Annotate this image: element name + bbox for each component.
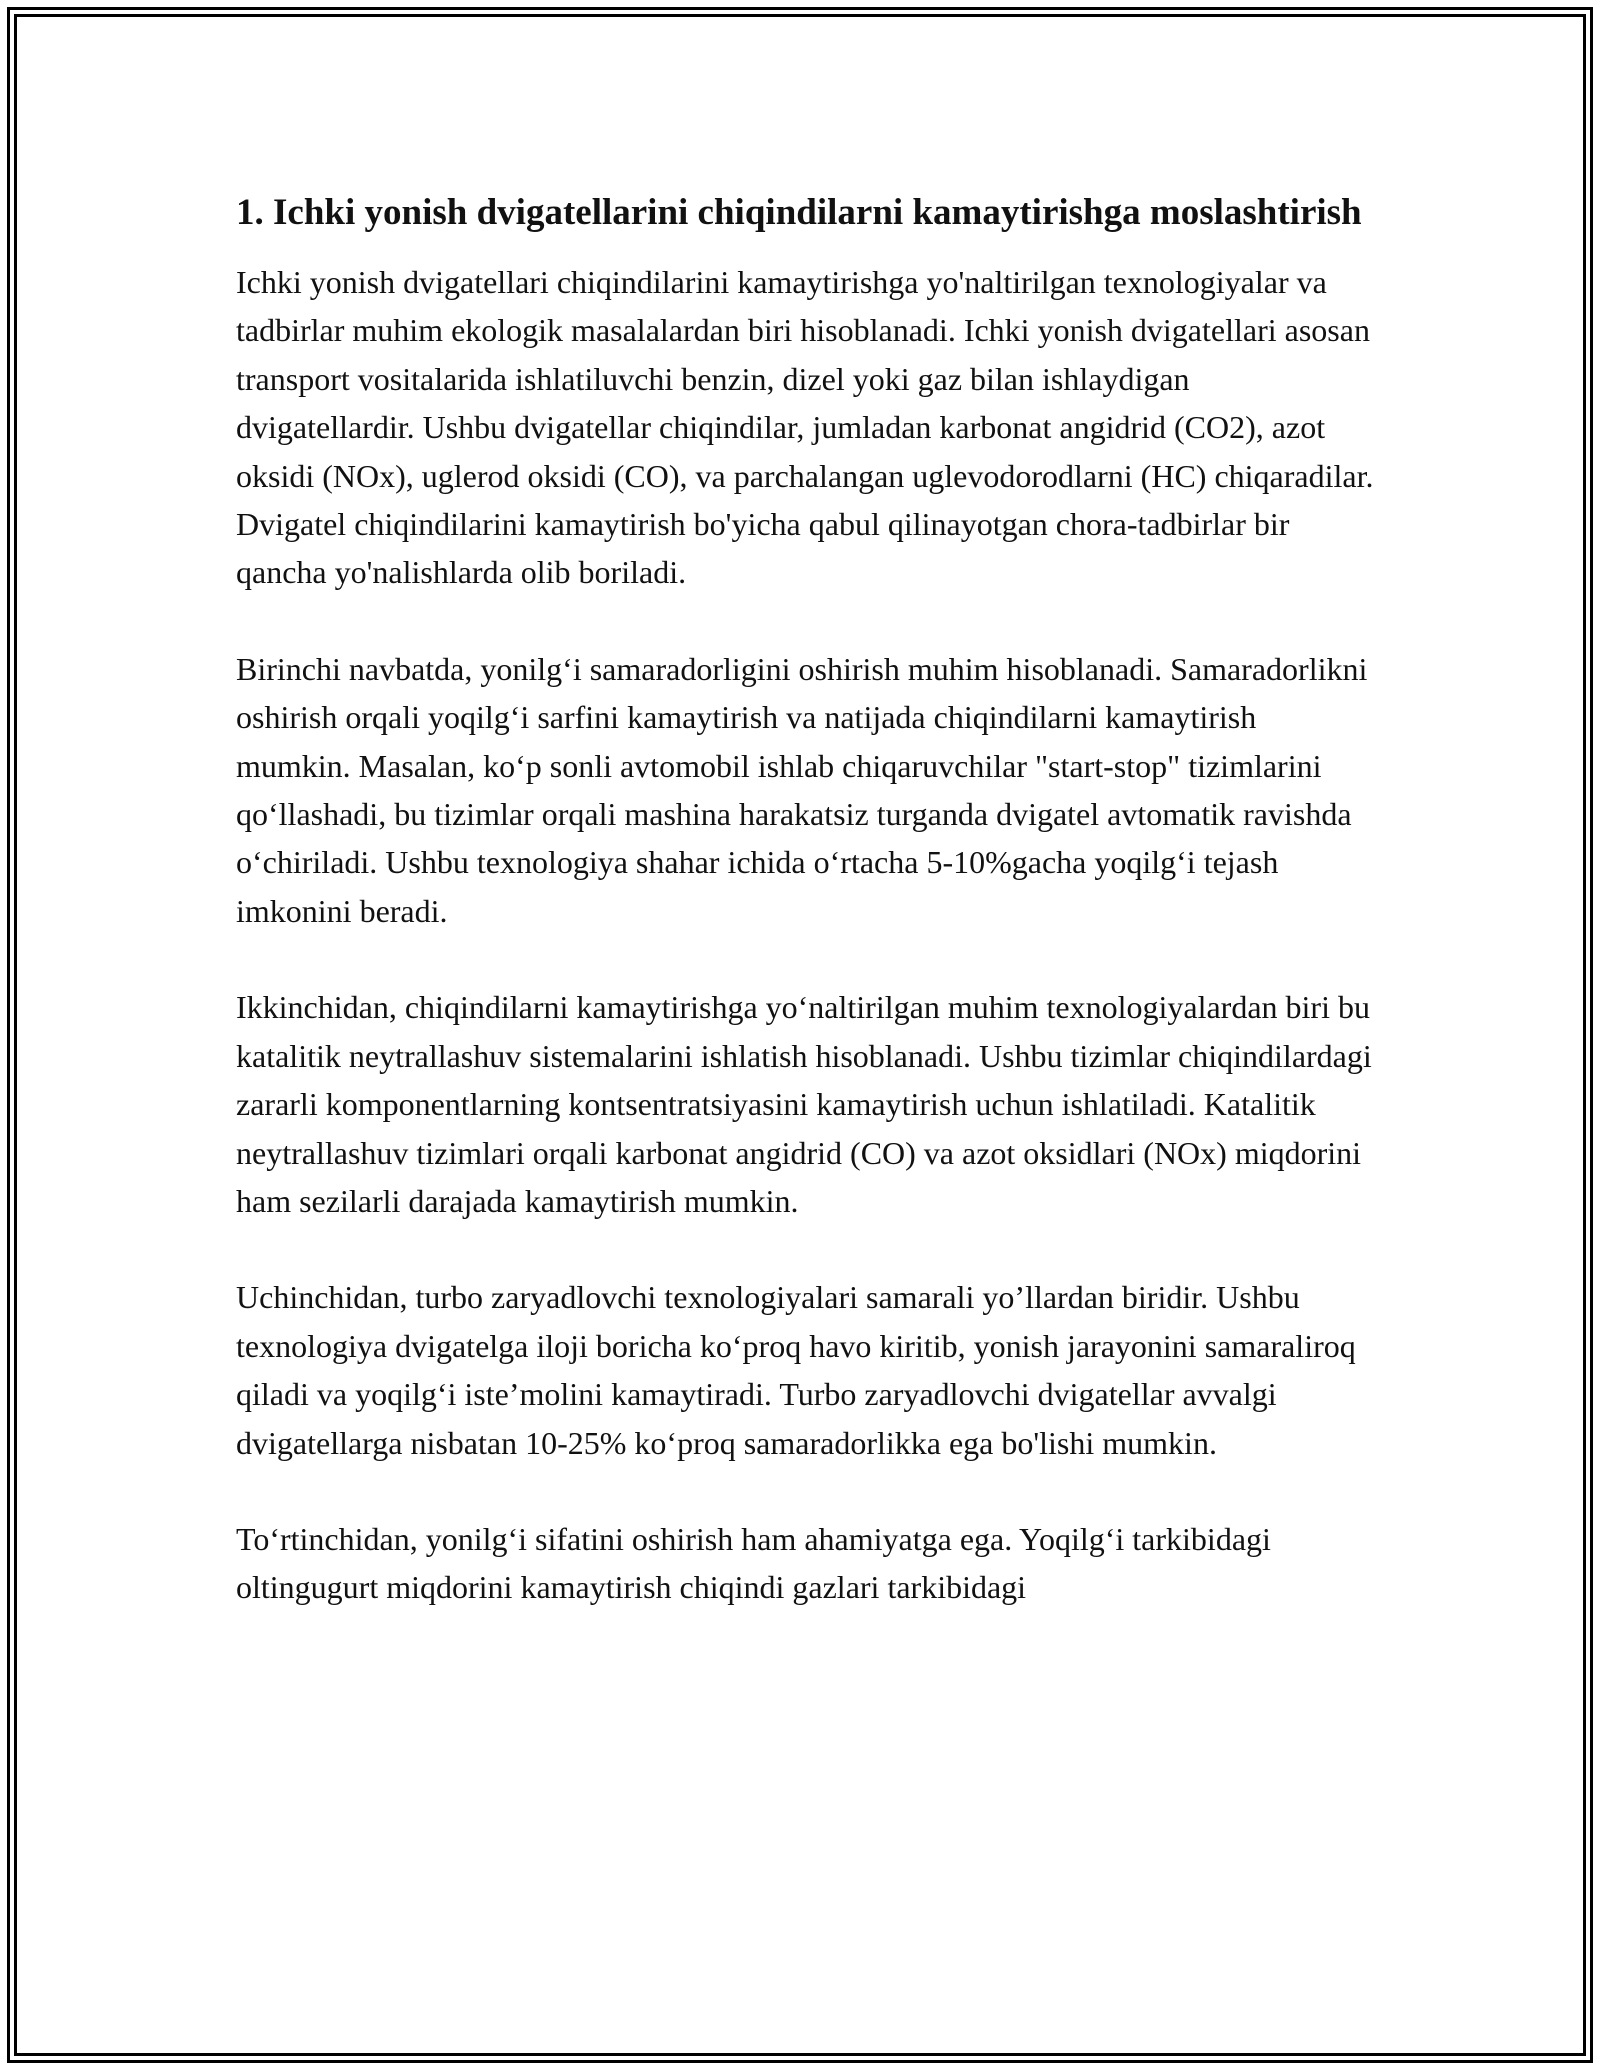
paragraph-fuel-quality: To‘rtinchidan, yonilg‘i sifatini oshirish ham ahamiyatga ega. Yoqilg‘i tarkibidagi oltingugurt miqdorini kamaytirish chiqindi gazlari tarkibidagi — [236, 1520, 1271, 1606]
paragraph-catalytic-converters: Ikkinchidan, chiqindilarni kamaytirishga yo‘naltirilgan muhim texnologiyalardan biri bu katalitik neytrallashuv sistemalarini ishlatish hisoblanadi. Ushbu tizimlar chiqindilardagi zararli komponentlarning kontsentratsiyasini kamaytirish uchun ishlatiladi. Katalitik neytrallashuv tizimlari orqali karbonat angidrid (CO) va azot oksidlari (NOx) miqdorini ham sezilarli darajada kamaytirish mumkin. — [236, 989, 1372, 1219]
paragraph-intro: Ichki yonish dvigatellari chiqindilarini kamaytirishga yo'naltirilgan texnologiyalar va tadbirlar muhim ekologik masalalardan biri hisoblanadi. Ichki yonish dvigatellari asosan transport vositalarida ishlatiluvchi benzin, dizel yoki gaz bilan ishlaydigan dvigatellardir. Ushbu dvigatellar chiqindilar, jumladan karbonat angidrid (CO2), azot oksidi (NOx), uglerod oksidi (CO), va parchalangan uglevodorodlarni (HC) chiqaradilar. Dvigatel chiqindilarini kamaytirish bo'yicha qabul qilinayotgan chora-tadbirlar bir qancha yo'nalishlarda olib boriladi. — [236, 264, 1374, 591]
section-heading: 1. Ichki yonish dvigatellarini chiqindilarni kamaytirishga moslashtirish — [236, 192, 1362, 233]
paragraph-turbocharging: Uchinchidan, turbo zaryadlovchi texnologiyalari samarali yo’llardan biridir. Ushbu texnologiya dvigatelga iloji boricha ko‘proq havo kiritib, yonish jarayonini samaraliroq qiladi va yoqilg‘i iste’molini kamaytiradi. Turbo zaryadlovchi dvigatellar avvalgi dvigatellarga nisbatan 10-25% ko‘proq samaradorlikka ega bo'lishi mumkin. — [236, 1279, 1356, 1461]
document-body — [236, 186, 1376, 1660]
paragraph-fuel-efficiency: Birinchi navbatda, yonilg‘i samaradorligini oshirish muhim hisoblanadi. Samaradorlikni oshirish orqali yoqilg‘i sarfini kamaytirish va natijada chiqindilarni kamaytirish mumkin. Masalan, ko‘p sonli avtomobil ishlab chiqaruvchilar "start-stop" tizimlarini qo‘llashadi, bu tizimlar orqali mashina harakatsiz turganda dvigatel avtomatik ravishda o‘chiriladi. Ushbu texnologiya shahar ichida o‘rtacha 5-10%gacha yoqilg‘i tejash imkonini beradi. — [236, 650, 1368, 929]
